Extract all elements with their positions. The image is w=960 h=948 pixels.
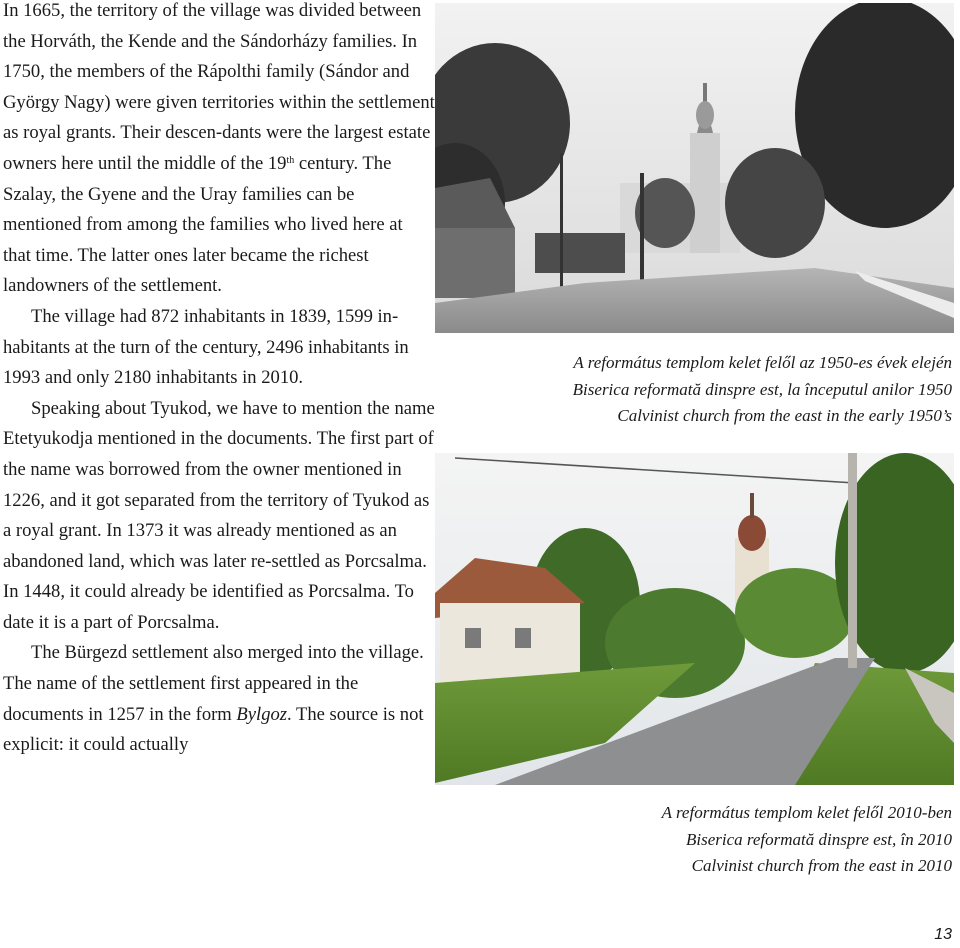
paragraph-burgezd: The Bürgezd settlement also merged into the village. The name of the settlement first appeared in the documents in 1257 in the form Bylgoz. The source is not explicit: it could actually bbox=[3, 642, 424, 756]
caption-english: Calvinist church from the east in 2010 bbox=[691, 856, 952, 875]
caption-hungarian: A református templom kelet felől 2010-ben bbox=[661, 803, 952, 822]
photo-church-1950s bbox=[435, 3, 954, 333]
ordinal-suffix: th bbox=[286, 154, 295, 166]
caption-photo-2010 bbox=[662, 800, 952, 880]
caption-romanian: Biserica reformată dinspre est, în 2010 bbox=[686, 829, 952, 849]
photo-church-1950s-image bbox=[435, 3, 954, 333]
caption-romanian: Biserica reformată dinspre est, la începutul anilor 1950 bbox=[572, 379, 952, 399]
photo-church-2010-image bbox=[435, 453, 954, 785]
body-text bbox=[3, 0, 435, 761]
page-number: 13 bbox=[934, 926, 952, 943]
paragraph-history: In 1665, the territory of the village was divided between the Horváth, the Kende and the Sándorházy families. In 1750, the members of the Rápolthi family (Sándor and György Nagy) were given territories within the settlement as royal grants. Their descen-dants were the largest estate owners here until the middle of the 19th century. The Szalay, the Gyene and the Uray families can be mentioned from among the families who lived here at that time. The latter ones later became the richest landowners of the settlement. bbox=[3, 0, 435, 297]
paragraph-population: The village had 872 inhabitants in 1839, 1599 in-habitants at the turn of the century, 2496 inhabitants in 1993 and only 2180 inhabitants in 2010. bbox=[3, 305, 409, 389]
photo-church-2010 bbox=[435, 453, 954, 785]
place-name-bylgoz: Bylgoz bbox=[236, 703, 288, 725]
caption-hungarian: A református templom kelet felől az 1950-es évek elején bbox=[573, 353, 952, 372]
paragraph-etetyukodja: Speaking about Tyukod, we have to mention the name Etetyukodja mentioned in the documents. The first part of the name was borrowed from the owner mentioned in 1226, and it got separated from the territory of Tyukod as a royal grant. In 1373 it was already mentioned as an abandoned land, which was later re-settled as Porcsalma. In 1448, it could already be identified as Porcsalma. To date it is a part of Porcsalma. bbox=[3, 397, 435, 633]
caption-photo-1950s bbox=[573, 350, 952, 430]
caption-english: Calvinist church from the east in the early 1950’s bbox=[617, 406, 952, 425]
